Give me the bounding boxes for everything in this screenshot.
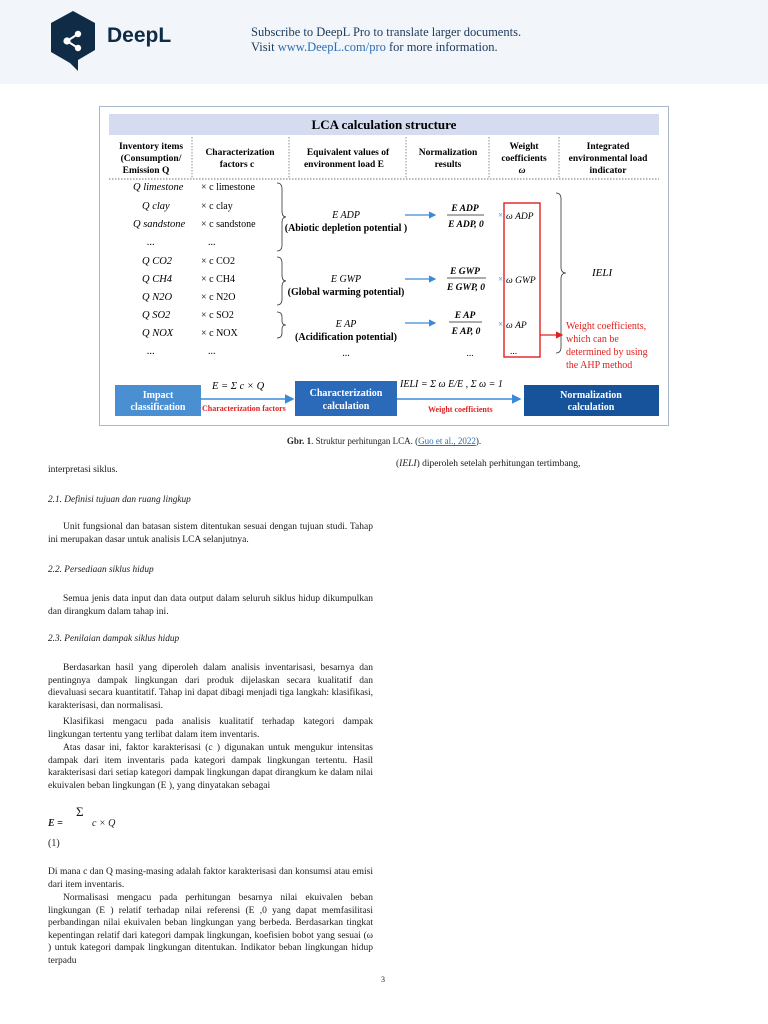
hdr-env-1: Equivalent values of xyxy=(306,148,390,158)
fac-3: ... xyxy=(208,237,216,248)
page-number: 3 xyxy=(381,975,385,984)
svg-text:determined by using: determined by using xyxy=(566,347,648,358)
load-gwp-name: E GWP xyxy=(330,274,362,285)
inv-3: ... xyxy=(147,237,155,248)
inv-0: Q limestone xyxy=(133,182,184,193)
para-where: Di mana c dan Q masing-masing adalah faktor karakterisasi dan konsumsi atau emisi dari item inventaris. xyxy=(48,867,373,890)
para-2-1: Unit fungsional dan batasan sistem ditentukan sesuai dengan tujuan studi. Tahap ini merupakan dasar untuk analisis LCA selanjutnya. xyxy=(48,522,373,545)
norm-gwp-den: E GWP, 0 xyxy=(446,283,486,293)
w-dots: ... xyxy=(510,347,518,357)
promo-line-2 xyxy=(251,40,521,55)
load-adp-desc: (Abiotic depletion potential ) xyxy=(284,223,408,234)
promo-line-1: Subscribe to DeepL Pro to translate larger documents. xyxy=(251,25,522,39)
label-weight-coeff: Weight coefficients xyxy=(428,405,493,414)
inv-1: Q clay xyxy=(142,201,170,212)
hdr-weight-1: Weight xyxy=(509,142,539,152)
promo-suffix: for more information. xyxy=(385,40,498,54)
svg-text:×: × xyxy=(498,210,504,220)
times-signs xyxy=(498,210,503,329)
para-2-3-b: Klasifikasi mengacu pada analisis kualitatif terhadap kategori dampak lingkungan tertentu yang terlibat dalam item inventaris. xyxy=(48,717,373,740)
load-ap-desc: (Acidification potential) xyxy=(295,332,397,343)
svg-text:×: × xyxy=(498,274,504,284)
svg-text:calculation: calculation xyxy=(567,402,615,413)
fac-7: × c SO2 xyxy=(201,310,234,321)
factors-column xyxy=(201,182,256,357)
fac-2: × c sandstone xyxy=(201,219,256,230)
equation-number: (1) xyxy=(48,838,60,849)
inv-6: Q N2O xyxy=(142,292,173,303)
load-gwp-desc: (Global warming potential) xyxy=(287,287,405,298)
promo-visit: Visit xyxy=(251,40,278,54)
norm-adp-den: E ADP, 0 xyxy=(448,220,484,230)
fac-1: × c clay xyxy=(201,201,233,212)
fac-4: × c CO2 xyxy=(201,256,235,267)
norm-adp-num: E ADP xyxy=(451,204,479,214)
w-adp: ω ADP xyxy=(506,212,534,222)
fac-9: ... xyxy=(208,346,216,357)
hdr-env-2: environment load E xyxy=(303,160,385,170)
hdr-weight-3: ω xyxy=(518,166,526,176)
svg-text:calculation: calculation xyxy=(322,401,370,412)
deepl-pro-link[interactable]: www.DeepL.com/pro xyxy=(277,40,386,54)
inv-8: Q NOX xyxy=(142,328,174,339)
inventory-column xyxy=(133,182,186,357)
hdr-weight-2: coefficients xyxy=(501,154,547,164)
caption-end: ). xyxy=(475,436,482,446)
svg-text:Characterization: Characterization xyxy=(309,388,383,399)
lca-diagram xyxy=(100,107,668,425)
load-ap-name: E AP xyxy=(335,319,357,330)
right-column-text: (IELI) diperoleh setelah perhitungan tertimbang, xyxy=(396,459,581,469)
deepl-logo-text[interactable]: DeepL xyxy=(107,24,172,47)
hdr-inventory-3: Emission Q xyxy=(122,166,170,176)
svg-text:Normalization: Normalization xyxy=(560,390,622,401)
para-normalization: Normalisasi mengacu pada perhitungan besarnya nilai ekuivalen beban lingkungan (E ) relatif terhadap nilai referensi (E ,0 yang dapat memfasilitasi perbandingan nilai ekuivalen beban lingkungan yang berbeda. Berdasarkan tingkat kepentingan relatif dari kategori dampak lingkungan, koefisien bobot yang sesuai (ω ) untuk kategori dampak lingkungan ditentukan. Indikator beban lingkungan hidup terpadu xyxy=(48,893,373,966)
para-interpretation: interpretasi siklus. xyxy=(48,465,118,475)
inv-7: Q SO2 xyxy=(142,310,171,321)
deepl-logo-icon[interactable] xyxy=(48,10,98,72)
ieli-term: IELI xyxy=(399,459,417,469)
header-row xyxy=(119,142,648,176)
w-gwp: ω GWP xyxy=(506,276,536,286)
load-dots: ... xyxy=(342,348,350,359)
promo-text xyxy=(251,25,521,55)
fac-8: × c NOX xyxy=(201,328,238,339)
para-2-2: Semua jenis data input dan data output dalam seluruh siklus hidup dikumpulkan dan dirangkum dalam tahap ini. xyxy=(48,594,373,617)
inv-9: ... xyxy=(147,346,155,357)
equation-lhs: E = xyxy=(48,818,63,829)
svg-text:Impact: Impact xyxy=(142,390,174,401)
deepl-banner xyxy=(0,0,768,84)
inv-4: Q CO2 xyxy=(142,256,173,267)
fac-6: × c N2O xyxy=(201,292,236,303)
hdr-ieli-3: indicator xyxy=(589,166,627,176)
weight-note xyxy=(566,321,648,371)
w-ap: ω AP xyxy=(506,321,527,331)
formula-1: E = Σ c × Q xyxy=(212,381,265,392)
para-2-3-c: Atas dasar ini, faktor karakterisasi (c ) digunakan untuk mengukur intensitas dampak dari item inventaris pada kategori dampak lingkungan tertentu. Hasil karakterisasi dari setiap kategori dampak lingkungan dapat dirangkum ke dalam nilai ekuivalen beban lingkungan (E ), yang dinyatakan sebagai xyxy=(48,743,373,791)
heading-2-1: 2.1. Definisi tujuan dan ruang lingkup xyxy=(48,495,191,505)
inv-5: Q CH4 xyxy=(142,274,173,285)
hdr-norm-1: Normalization xyxy=(418,148,478,158)
inv-2: Q sandstone xyxy=(133,219,186,230)
hdr-char-1: Characterization xyxy=(205,148,275,158)
label-char-factors: Characterization factors xyxy=(202,404,286,413)
weight-column xyxy=(506,212,536,357)
load-column xyxy=(285,210,408,359)
hdr-ieli-2: environmental load xyxy=(568,154,648,164)
lca-figure xyxy=(99,106,669,426)
equation-sum: Σ xyxy=(76,804,84,819)
hdr-norm-2: results xyxy=(434,160,462,170)
caption-citation-link[interactable]: Guo et al., 2022 xyxy=(418,436,476,446)
heading-2-3: 2.3. Penilaian dampak siklus hidup xyxy=(48,634,180,644)
hdr-inventory-2: (Consumption/ xyxy=(120,154,182,164)
para-2-3-a: Berdasarkan hasil yang diperoleh dalam analisis inventarisasi, besarnya dan pentingnya dampak lingkungan dari produk dijelaskan secara kualitatif dan dievaluasi secara kuantitatif. Tahap ini dapat dibagi menjadi tiga langkah: klasifikasi, karakterisasi, dan normalisasi. xyxy=(48,663,373,711)
norm-ap-num: E AP xyxy=(454,311,476,321)
hdr-inventory-1: Inventory items xyxy=(118,142,184,152)
svg-text:the AHP method: the AHP method xyxy=(566,360,633,371)
svg-text:Weight coefficients,: Weight coefficients, xyxy=(566,321,647,332)
ieli-label: IELI xyxy=(592,267,613,279)
hdr-ieli-1: Integrated xyxy=(586,142,630,152)
fac-5: × c CH4 xyxy=(201,274,235,285)
right-col-sentence: ) diperoleh setelah perhitungan tertimbang, xyxy=(416,459,581,469)
hdr-char-2: factors c xyxy=(219,160,255,170)
figure-title: LCA calculation structure xyxy=(311,117,457,132)
svg-text:which can be: which can be xyxy=(566,334,619,345)
heading-2-2: 2.2. Persediaan siklus hidup xyxy=(48,565,154,575)
norm-dots: ... xyxy=(466,349,474,359)
svg-text:classification: classification xyxy=(130,402,186,413)
fac-0: × c limestone xyxy=(201,182,255,193)
load-adp-name: E ADP xyxy=(332,210,360,221)
formula-2: IELI = Σ ω E/E , Σ ω = 1 xyxy=(400,379,503,390)
caption-text: . Struktur perhitungan LCA. ( xyxy=(311,436,419,446)
equation-rhs: c × Q xyxy=(92,818,116,829)
figure-caption xyxy=(0,436,768,446)
norm-ap-den: E AP, 0 xyxy=(451,327,481,337)
caption-label: Gbr. 1 xyxy=(286,436,312,446)
svg-text:×: × xyxy=(498,319,504,329)
norm-gwp-num: E GWP xyxy=(450,267,480,277)
norm-column xyxy=(446,204,486,359)
